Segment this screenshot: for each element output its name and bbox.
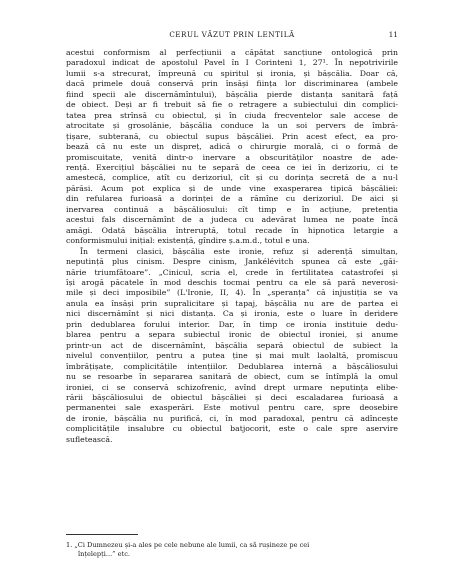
text-line: nici discernămînt și nici distanța. Ca și ironia, este o luare în deridere: [66, 309, 398, 319]
body-text: [66, 48, 398, 445]
text-line: mile și deci imposibile” (L'Ironie, II, 4). În „speranța” că injustiția se va: [66, 288, 398, 298]
text-line: atrocitate și grosolănie, bășcălia conduce la un soi pervers de îmbră-: [66, 121, 398, 131]
text-line: acestui fals discernămînt de a judeca cu adevărat lumea ne poate încă: [66, 215, 398, 225]
text-line: promiscuitate, venită dintr-o inervare a obscurităților noastre de ade-: [66, 152, 398, 162]
text-line: tatea prea strînsă cu obiectul, și în ciuda frecventelor sale accese de: [66, 110, 398, 120]
text-line: anula ea însăși prin supralicitare și tapaj, bășcălia nu are de partea ei: [66, 298, 398, 308]
page-number: 11: [388, 30, 398, 39]
text-line: nivelul convențiilor, pentru a putea ține și mai mult laolaltă, promiscuu: [66, 351, 398, 361]
text-line: amăgi. Odată bășcălia întreruptă, totul recade în hipnotica letargie a: [66, 225, 398, 235]
text-line: lumii s-a strecurat, împreună cu spiritul și ironia, și bășcălia. Doar că,: [66, 68, 398, 78]
text-line: fiind specii ale discernămîntului), bășcălia pierde distanța sanitară față: [66, 89, 398, 99]
text-line: rării bășcăliosului de obiectul bășcăliei și deci escaladarea furioasă a: [66, 392, 398, 402]
running-title: CERUL VĂZUT PRIN LENTILĂ: [169, 30, 295, 39]
text-line: permanentei sale exasperări. Este motivul pentru care, spre deosebire: [66, 403, 398, 413]
text-line: ironiei, ci se conservă schizofrenic, avînd drept urmare neputința elibe-: [66, 382, 398, 392]
text-line: bează că nu este un dispreț, adică o chirurgie morală, ci o formă de: [66, 142, 398, 152]
text-line: de obiect. Deși ar fi trebuit să fie o retragere a subiectului din complici-: [66, 100, 398, 110]
running-head: [66, 30, 398, 42]
text-line: din refularea furioasă a dorinței de a rămîne cu derizoriul. De aici și: [66, 194, 398, 204]
text-line: prin dedublarea forului interior. Dar, în timp ce ironia instituie dedu-: [66, 319, 398, 329]
footnote-line: 1. „Ci Dumnezeu și-a ales pe cele nebune ale lumii, ca să rușineze pe cei: [66, 541, 310, 549]
text-line: rență. Exercițiul bășcăliei nu te separă de ceea ce iei în derizoriu, ci te: [66, 162, 398, 172]
text-line: amestecă, complice, atît cu derizoriul, cît și cu dorința secretă de a nu-l: [66, 173, 398, 183]
footnote-divider: [66, 534, 138, 535]
text-line: își arogă păcatele în mod deschis tocmai pentru ca ele să pară neverosi-: [66, 277, 398, 287]
text-line: neputință plus cinism. Despre cinism, Jankélévitch spunea că este „găi-: [66, 257, 398, 267]
text-line: părăsi. Acum pot explica și de unde vine exasperarea tipică bășcăliei:: [66, 183, 398, 193]
text-line: nu se resoarbe în separarea sanitară de obiect, cum se întîmplă la omul: [66, 372, 398, 382]
footnote: [66, 541, 398, 559]
text-line: În termeni clasici, bășcălia este ironie, refuz și aderență simultan,: [80, 246, 398, 256]
paragraph-1: [66, 48, 398, 247]
text-line: îmbrățișate, complicitățile intențiilor. Dedublarea internă a bășcăliosului: [66, 361, 398, 371]
text-line: paradoxul indicat de apostolul Pavel în I Corinteni 1, 27¹. În nepotrivirile: [66, 58, 398, 68]
text-line: inervarea continuă a bășcăliosului: cît timp e în acțiune, pretenția: [66, 204, 398, 214]
footnote-line: înțelepți...” etc.: [78, 550, 130, 558]
paragraph-2: [66, 247, 398, 446]
text-line: sufletească.: [66, 434, 113, 444]
text-line: conformismului inițial: existență, gîndire ș.a.m.d., totul e una.: [66, 236, 310, 246]
text-line: țișare, subterană, cu obiectul supus bășcăliei. Prin acest efect, ea pro-: [66, 131, 398, 141]
text-line: printr-un act de discernămînt, bășcălia separă obiectul de subiect la: [66, 340, 398, 350]
text-line: complicitățile insalubre cu obiectul batjocorit, este o cale spre aservire: [66, 424, 398, 434]
text-line: acestui conformism al perfecțiunii a căpătat sancțiune ontologică prin: [66, 48, 398, 57]
text-line: nărie triumfătoare”. „Cinicul, scria el, crede în fertilitatea catastrofei și: [66, 267, 398, 277]
text-line: dacă primele două conservă prin însăși ființa lor discriminarea (ambele: [66, 79, 398, 89]
text-line: blarea pentru a separa subiectul ironic de obiectul ironiei, și anume: [66, 330, 398, 340]
text-line: de ironie, bășcălia nu purifică, ci, în mod paradoxal, pentru că adîncește: [66, 413, 398, 423]
